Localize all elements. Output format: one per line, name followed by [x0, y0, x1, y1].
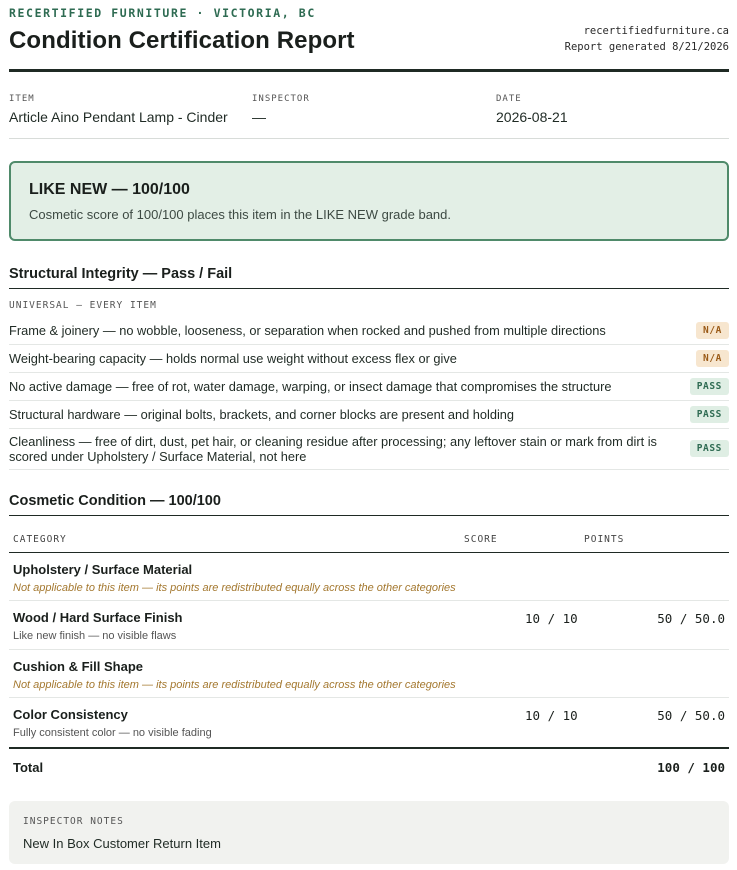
total-value: 100 / 100	[657, 760, 725, 775]
category-points: 50 / 50.0	[657, 611, 725, 626]
category-score: 10 / 10	[525, 708, 578, 723]
structural-row	[9, 317, 729, 345]
structural-row-text: Frame & joinery — no wobble, looseness, or separation when rocked and pushed from multiple directions	[9, 323, 606, 338]
category-note: Not applicable to this item — its points are redistributed equally across the other categories	[13, 582, 456, 594]
notes-text: New In Box Customer Return Item	[23, 836, 221, 851]
status-badge: N/A	[696, 350, 729, 367]
category-points: 50 / 50.0	[657, 708, 725, 723]
table-row	[9, 601, 729, 650]
header-score: SCORE	[464, 534, 498, 545]
report-header	[9, 0, 729, 72]
category-note: Fully consistent color — no visible fading	[13, 727, 212, 739]
notes-label: INSPECTOR NOTES	[23, 816, 124, 827]
inspector-label: INSPECTOR	[252, 94, 310, 104]
structural-row	[9, 345, 729, 373]
brand-line: RECERTIFIED FURNITURE · VICTORIA, BC	[9, 6, 316, 20]
status-badge: PASS	[690, 440, 729, 457]
total-row	[9, 747, 729, 785]
structural-row-text: Weight-bearing capacity — holds normal use weight without excess flex or give	[9, 351, 457, 366]
status-badge: PASS	[690, 406, 729, 423]
inspector-value: —	[252, 109, 266, 125]
category-note: Like new finish — no visible flaws	[13, 630, 177, 642]
status-badge: PASS	[690, 378, 729, 395]
header-points: POINTS	[584, 534, 625, 545]
structural-row-text: Cleanliness — free of dirt, dust, pet hair, or cleaning residue after processing; any leftover stain or mark from dirt is scored under Upholstery / Surface Material, not here	[9, 434, 657, 464]
table-row	[9, 553, 729, 601]
category-name: Wood / Hard Surface Finish	[13, 610, 183, 625]
category-name: Cushion & Fill Shape	[13, 659, 144, 674]
grade-banner	[9, 161, 729, 241]
structural-section-title: Structural Integrity — Pass / Fail	[9, 266, 729, 289]
site-url: recertifiedfurniture.ca	[583, 25, 729, 37]
structural-row-text: No active damage — free of rot, water damage, warping, or insect damage that compromises the structure	[9, 379, 612, 394]
date-value: 2026-08-21	[496, 109, 568, 125]
category-score: 10 / 10	[525, 611, 578, 626]
structural-row	[9, 401, 729, 429]
header-category: CATEGORY	[13, 534, 67, 545]
meta-date	[496, 94, 568, 125]
item-value: Article Aino Pendant Lamp - Cinder	[9, 109, 228, 125]
cosmetic-section-title: Cosmetic Condition — 100/100	[9, 493, 729, 516]
structural-row-text: Structural hardware — original bolts, brackets, and corner blocks are present and holding	[9, 407, 515, 422]
date-label: DATE	[496, 94, 522, 104]
item-meta	[9, 72, 729, 139]
item-label: ITEM	[9, 94, 35, 104]
generated-date: Report generated 8/21/2026	[564, 41, 729, 53]
page-title: Condition Certification Report	[9, 27, 355, 54]
grade-description: Cosmetic score of 100/100 places this item in the LIKE NEW grade band.	[29, 207, 451, 222]
grade-title: LIKE NEW — 100/100	[29, 181, 190, 198]
category-note: Not applicable to this item — its points are redistributed equally across the other categories	[13, 679, 456, 691]
status-badge: N/A	[696, 322, 729, 339]
table-row	[9, 650, 729, 698]
structural-row	[9, 429, 729, 470]
meta-item	[9, 94, 228, 125]
structural-group-label: UNIVERSAL — EVERY ITEM	[9, 300, 157, 311]
inspector-notes	[9, 801, 729, 864]
category-name: Upholstery / Surface Material	[13, 562, 193, 577]
meta-inspector	[252, 94, 310, 125]
cosmetic-table-header	[9, 530, 729, 553]
table-row	[9, 698, 729, 747]
structural-row	[9, 373, 729, 401]
total-label: Total	[13, 760, 44, 775]
category-name: Color Consistency	[13, 707, 128, 722]
